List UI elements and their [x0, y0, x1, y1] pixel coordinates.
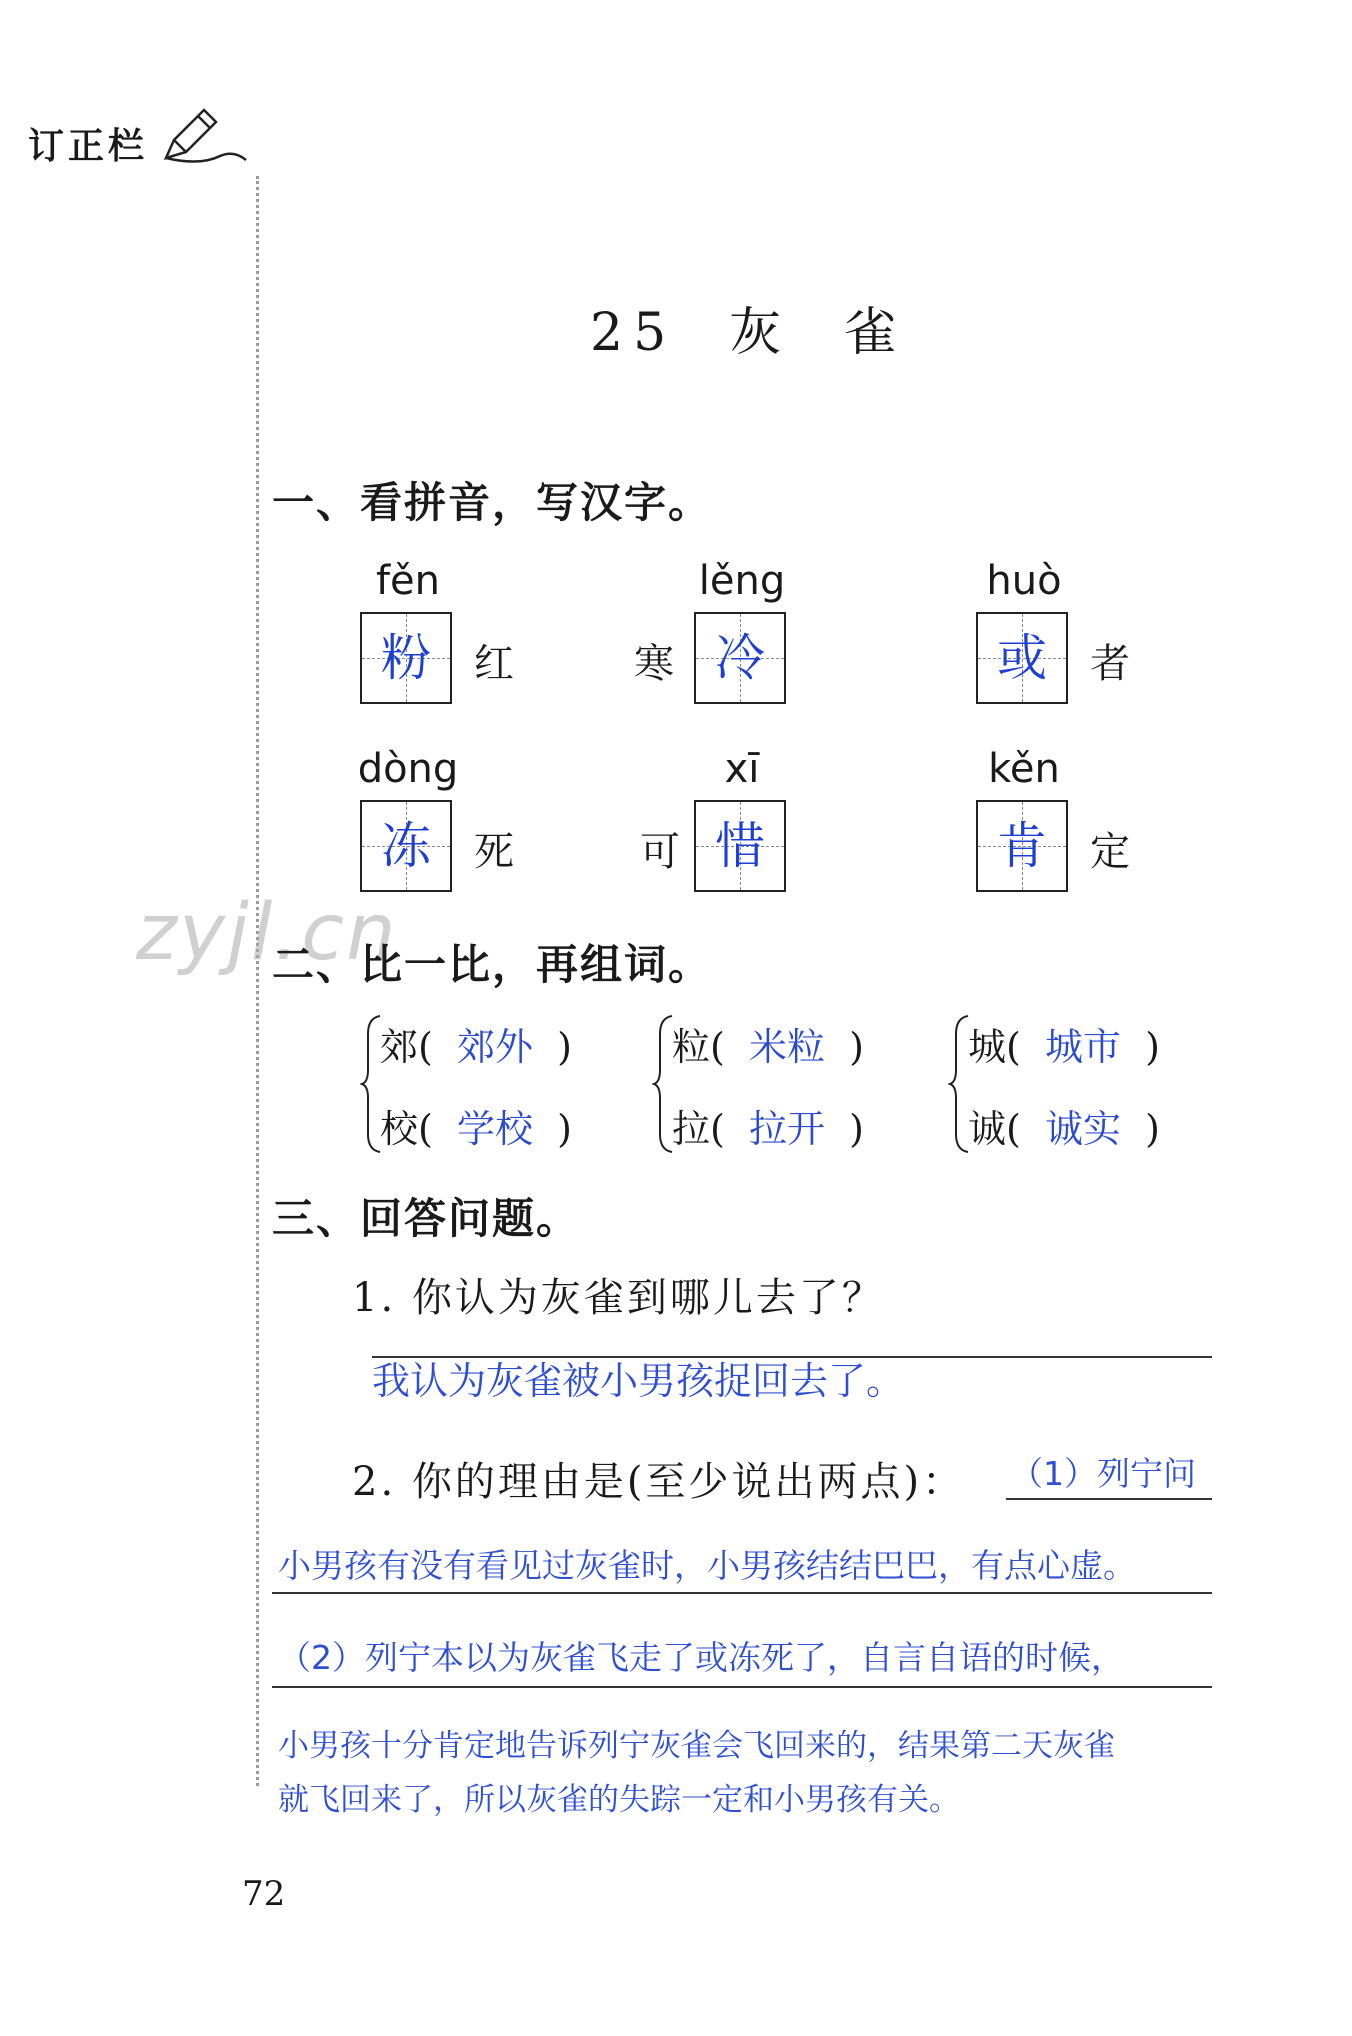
- char-answer-3: 或: [997, 629, 1047, 687]
- compare-word: 城市: [1045, 1025, 1122, 1069]
- pinyin-4: dòng: [357, 746, 459, 792]
- char-answer-2: 冷: [715, 629, 765, 687]
- pinyin-5: xī: [724, 746, 760, 792]
- word-prefix-5: 可: [640, 829, 680, 875]
- compare-pair-2-top: 粒( 米粒 ): [672, 1025, 864, 1069]
- answer-2-inline: （1）列宁问: [1010, 1454, 1196, 1493]
- compare-char: 诚: [968, 1107, 1007, 1151]
- answer-2-line-1: 小男孩有没有看见过灰雀时，小男孩结结巴巴，有点心虚。: [278, 1546, 1136, 1585]
- brace-2: [652, 1014, 674, 1154]
- answer-line-2a[interactable]: [1006, 1498, 1212, 1500]
- brace-3: [948, 1014, 970, 1154]
- char-box-3[interactable]: [976, 612, 1068, 704]
- section-2-heading: 二、比一比，再组词。: [272, 940, 713, 989]
- watermark: zyjl.cn: [136, 888, 398, 978]
- char-answer-6: 肯: [997, 817, 1047, 875]
- compare-pair-3-bottom: 诚( 诚实 ): [968, 1107, 1160, 1151]
- section-3-heading: 三、回答问题。: [272, 1194, 581, 1243]
- char-answer-1: 粉: [381, 629, 431, 687]
- answer-line-2c[interactable]: [272, 1686, 1212, 1688]
- char-answer-4: 冻: [381, 817, 431, 875]
- compare-word: 郊外: [457, 1025, 534, 1069]
- char-box-4[interactable]: [360, 800, 452, 892]
- char-box-1[interactable]: [360, 612, 452, 704]
- answer-2-line-2: （2）列宁本以为灰雀飞走了或冻死了，自言自语的时候，: [278, 1638, 1124, 1677]
- brace-1: [360, 1014, 382, 1154]
- question-1: 1. 你认为灰雀到哪儿去了？: [352, 1275, 885, 1321]
- compare-char: 城: [968, 1025, 1007, 1069]
- answer-1: 我认为灰雀被小男孩捉回去了。: [372, 1359, 905, 1403]
- char-box-5[interactable]: [694, 800, 786, 892]
- compare-char: 拉: [672, 1107, 711, 1151]
- compare-char: 校: [380, 1107, 419, 1151]
- word-suffix-4: 死: [474, 829, 514, 875]
- word-suffix-1: 红: [474, 641, 514, 687]
- pinyin-1: fěn: [375, 558, 441, 604]
- lesson-title: 25 灰 雀: [590, 303, 907, 363]
- answer-2-line-3: 小男孩十分肯定地告诉列宁灰雀会飞回来的，结果第二天灰雀: [278, 1728, 1115, 1764]
- pencil-icon: [160, 100, 250, 170]
- section-1-heading: 一、看拼音，写汉字。: [272, 478, 713, 527]
- word-prefix-2: 寒: [634, 641, 674, 687]
- compare-char: 粒: [672, 1025, 711, 1069]
- compare-pair-3-top: 城( 城市 ): [968, 1025, 1160, 1069]
- pinyin-2: lěng: [698, 558, 786, 604]
- compare-word: 拉开: [749, 1107, 826, 1151]
- compare-word: 米粒: [749, 1025, 826, 1069]
- compare-pair-2-bottom: 拉( 拉开 ): [672, 1107, 864, 1151]
- compare-word: 诚实: [1045, 1107, 1122, 1151]
- word-suffix-6: 定: [1090, 829, 1130, 875]
- word-suffix-3: 者: [1090, 641, 1130, 687]
- char-box-2[interactable]: [694, 612, 786, 704]
- pinyin-6: kěn: [988, 746, 1060, 792]
- question-2: 2. 你的理由是(至少说出两点)：: [352, 1459, 966, 1505]
- compare-word: 学校: [457, 1107, 534, 1151]
- compare-pair-1-top: 郊( 郊外 ): [380, 1025, 572, 1069]
- answer-2-line-4: 就飞回来了，所以灰雀的失踪一定和小男孩有关。: [278, 1782, 960, 1818]
- compare-pair-1-bottom: 校( 学校 ): [380, 1107, 572, 1151]
- page-number: 72: [242, 1874, 286, 1914]
- char-box-6[interactable]: [976, 800, 1068, 892]
- correction-column-label: 订正栏: [28, 126, 149, 167]
- char-answer-5: 惜: [715, 817, 765, 875]
- compare-char: 郊: [380, 1025, 419, 1069]
- margin-dotted-line: [256, 176, 259, 1786]
- answer-line-2b[interactable]: [272, 1592, 1212, 1594]
- pinyin-3: huò: [986, 558, 1062, 604]
